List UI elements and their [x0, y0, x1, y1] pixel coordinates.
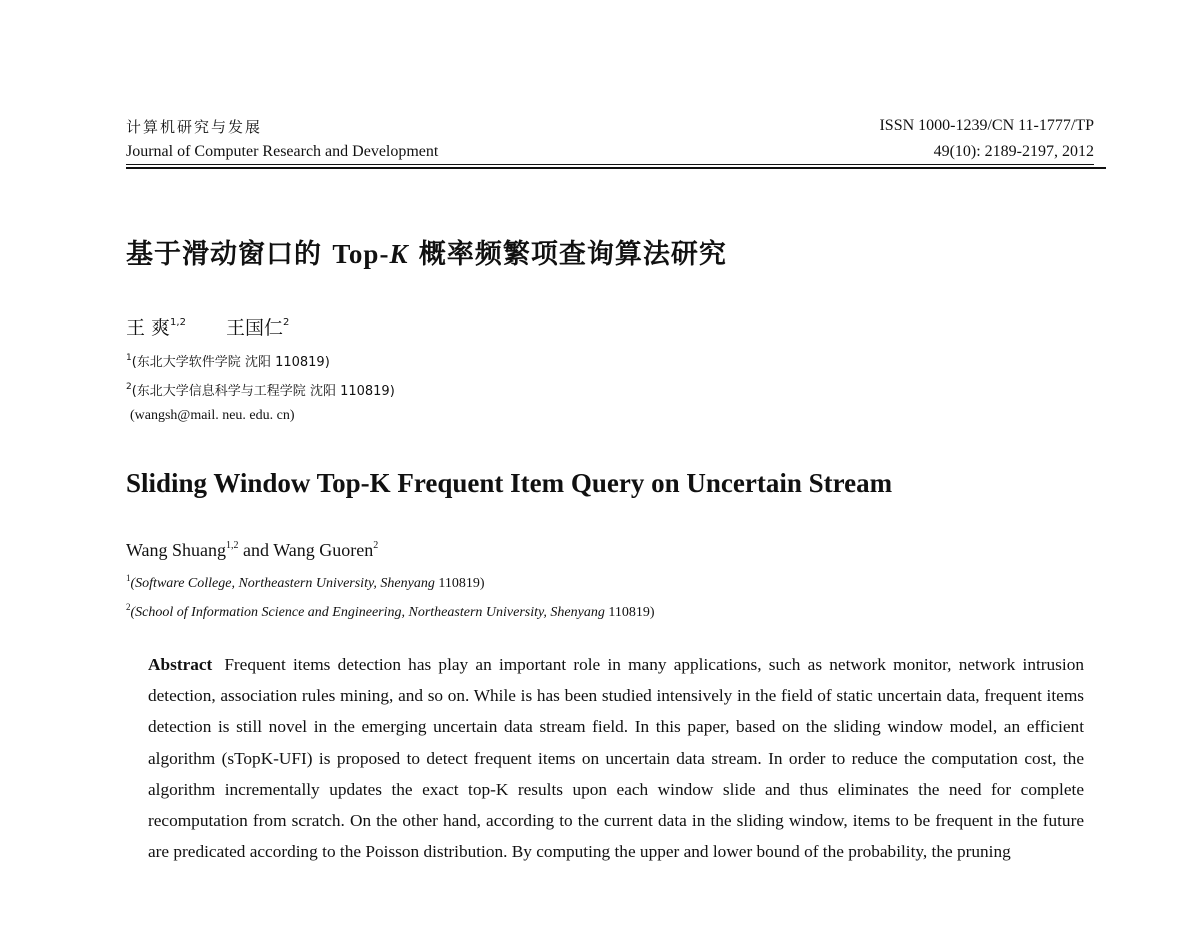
author-en-1: Wang Shuang — [126, 540, 227, 560]
affiliation-cn-1 — [126, 351, 330, 370]
authors-en-and: and — [238, 540, 274, 560]
affiliation-cn-2-text: (东北大学信息科学与工程学院 沈阳 110819) — [131, 384, 395, 399]
affiliation-cn-2 — [126, 380, 395, 399]
affiliation-cn-1-sup: 1 — [126, 353, 132, 363]
paper-title-en: Sliding Window Top-K Frequent Item Query on Uncertain Stream — [126, 468, 893, 498]
affiliation-en-2-text: (School of Information Science and Engineering, Northeastern University, Shenyang — [130, 605, 609, 620]
author-cn-2: 王国仁 — [225, 317, 283, 339]
author-en-1-sup: 1,2 — [226, 540, 239, 551]
title-cn-pre: 基于滑动窗口的 — [126, 239, 333, 270]
author-email: (wangsh@mail. neu. edu. cn) — [130, 408, 295, 423]
author-cn-2-sup: 2 — [282, 317, 290, 328]
affiliation-cn-2-sup: 2 — [126, 382, 132, 392]
title-cn-top: Top- — [332, 239, 390, 269]
journal-name-en: Journal of Computer Research and Development — [126, 143, 439, 160]
abstract-text: Frequent items detection has play an important role in many applications, such as network monitor, network intrusion detection, association rules mining, and so on. While is has been studied intensively in the field of static uncertain data, frequent items detection is still novel in the emerging uncertain data stream field. In this paper, based on the sliding window model, an efficient algorithm (sTopK-UFI) is proposed to detect frequent items on uncertain data stream. In order to reduce the computation cost, the algorithm incrementally updates the exact top-K results upon each window slide and thus eliminates the need for complete recomputation from scratch. On the other hand, according to the current data in the sliding window, items to be frequent in the future are predicated according to the Poisson distribution. By computing the upper and lower bound of the probability, the pruning — [148, 655, 1084, 862]
authors-en — [126, 540, 378, 561]
affiliation-cn-1-text: (东北大学软件学院 沈阳 110819) — [131, 355, 330, 370]
title-cn-k: K — [389, 239, 409, 269]
issn: ISSN 1000-1239/CN 11-1777/TP — [879, 117, 1094, 134]
affiliation-en-2-zip: 110819) — [608, 605, 655, 620]
abstract-label: Abstract — [148, 655, 213, 674]
abstract — [148, 649, 1084, 867]
affiliation-en-1-text: (Software College, Northeastern University, Shenyang — [130, 576, 439, 591]
affiliation-en-1-zip: 110819) — [438, 576, 485, 591]
author-en-2-sup: 2 — [373, 540, 379, 551]
title-cn-post: 概率频繁项查询算法研究 — [408, 239, 727, 270]
header-rule-thick — [126, 167, 1106, 169]
author-en-2: Wang Guoren — [273, 540, 374, 560]
author-cn-1-sup: 1,2 — [170, 317, 186, 328]
header-rule-thin — [126, 164, 1094, 165]
volume-pages: 49(10): 2189-2197, 2012 — [933, 143, 1094, 160]
journal-name-cn: 计算机研究与发展 — [126, 118, 263, 136]
affiliation-en-2 — [126, 602, 655, 621]
affiliation-en-2-sup: 2 — [126, 602, 131, 612]
affiliation-en-1 — [126, 573, 485, 592]
author-cn-1: 王 爽 — [126, 317, 171, 339]
authors-cn — [126, 313, 289, 340]
affiliation-en-1-sup: 1 — [126, 573, 131, 583]
paper-title-cn — [126, 232, 727, 271]
